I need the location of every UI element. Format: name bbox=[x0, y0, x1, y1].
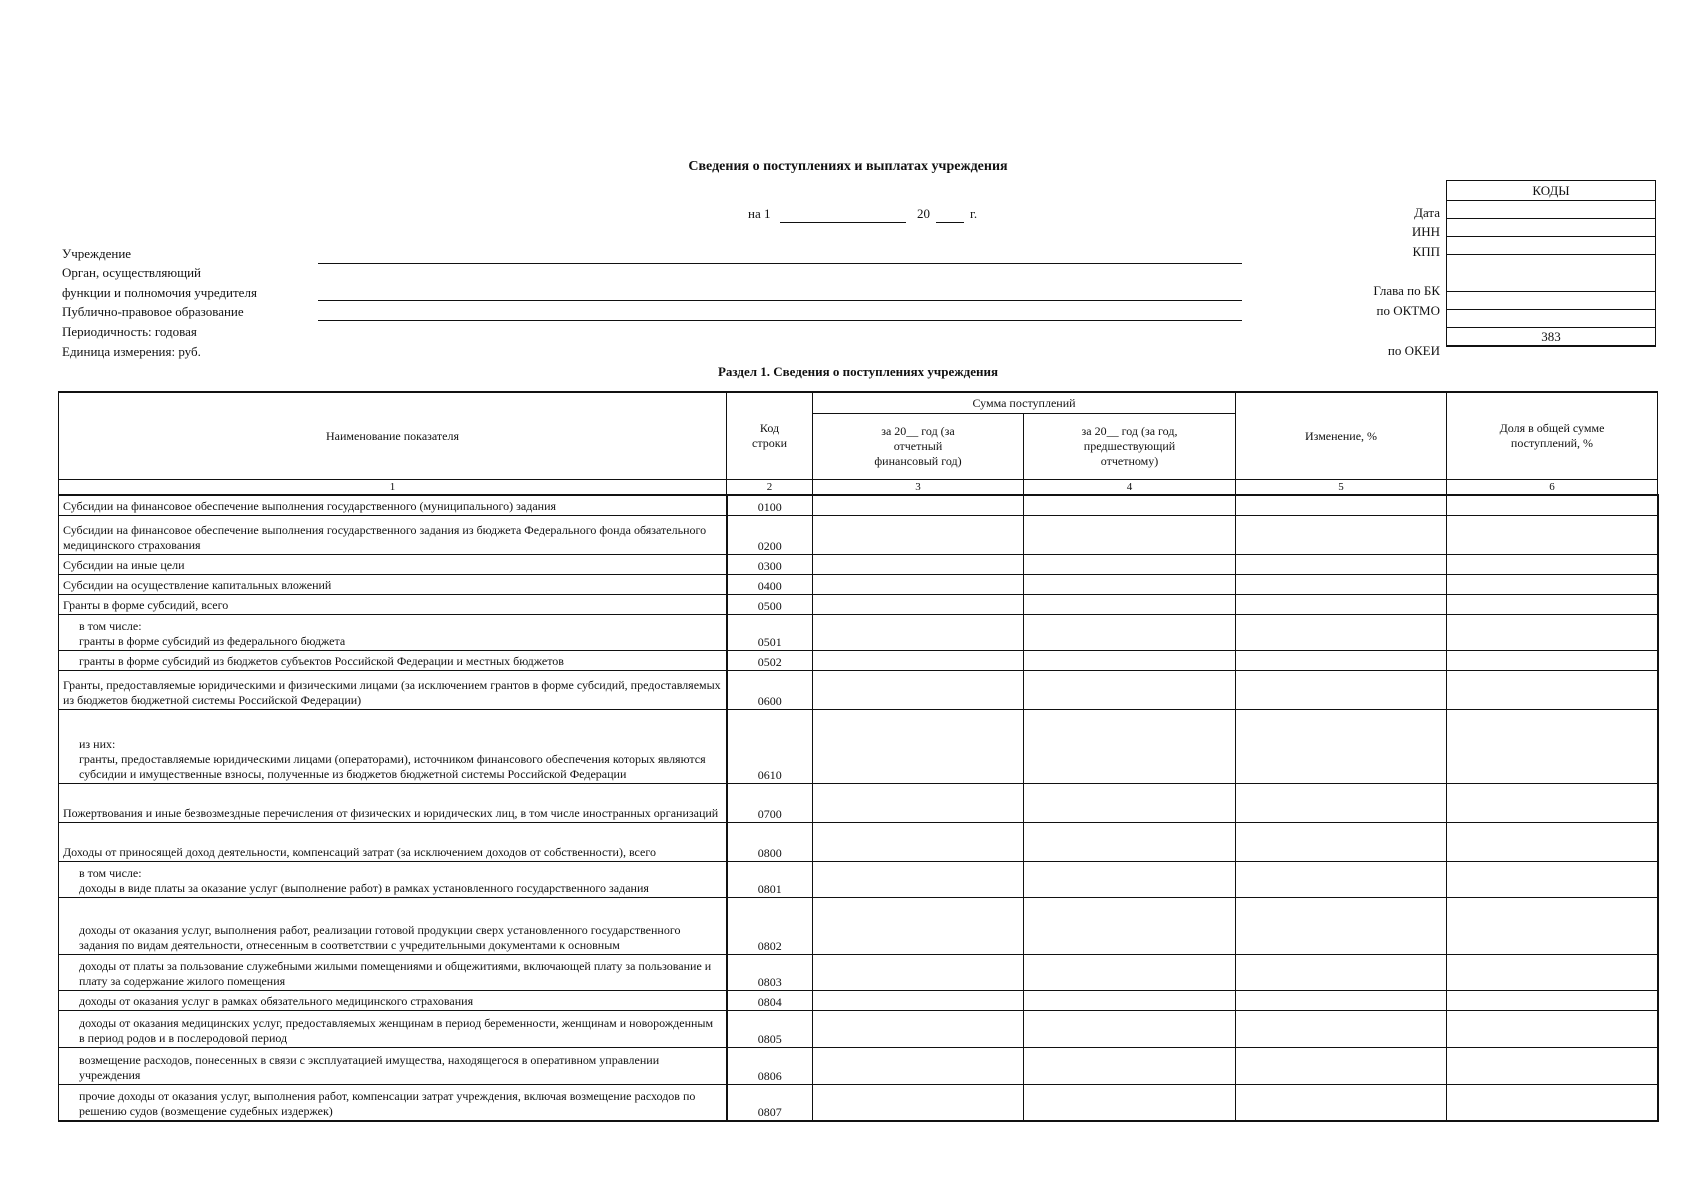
table-row bbox=[59, 709, 1658, 783]
table-body bbox=[59, 495, 1658, 1121]
row-code: 0700 bbox=[727, 783, 813, 822]
codes-label-oktmo: по ОКТМО bbox=[1376, 303, 1440, 318]
table-row bbox=[59, 1084, 1658, 1121]
table-row bbox=[59, 783, 1658, 822]
row-code: 0800 bbox=[727, 822, 813, 861]
cell-share-percent[interactable] bbox=[1447, 515, 1658, 554]
organ-field[interactable] bbox=[318, 300, 1242, 301]
code-glava-bk-cell[interactable] bbox=[1447, 255, 1656, 292]
table-row bbox=[59, 897, 1658, 954]
organ-label-line2: функции и полномочия учредителя bbox=[62, 285, 257, 300]
code-extra-cell[interactable] bbox=[1447, 310, 1656, 328]
col-number: 6 bbox=[1447, 480, 1658, 496]
table-row bbox=[59, 594, 1658, 614]
row-label: в том числе: гранты в форме субсидий из федерального бюджета bbox=[59, 614, 727, 650]
cell-change-percent[interactable] bbox=[1236, 614, 1447, 650]
cell-sum-reporting-year[interactable] bbox=[813, 614, 1024, 650]
row-code: 0805 bbox=[727, 1010, 813, 1047]
cell-change-percent[interactable] bbox=[1236, 897, 1447, 954]
cell-share-percent[interactable] bbox=[1447, 574, 1658, 594]
col-number: 3 bbox=[813, 480, 1024, 496]
date-year-blank[interactable] bbox=[936, 222, 964, 223]
cell-sum-reporting-year[interactable] bbox=[813, 574, 1024, 594]
header-row-code bbox=[727, 392, 813, 480]
form-title: Сведения о поступлениях и выплатах учреждения bbox=[688, 159, 1008, 174]
table-row bbox=[59, 1010, 1658, 1047]
cell-sum-reporting-year[interactable] bbox=[813, 495, 1024, 515]
row-label: Субсидии на финансовое обеспечение выполнения государственного задания из бюджета Федерального фонда обязательного медицинского страхования bbox=[59, 515, 727, 554]
cell-sum-reporting-year[interactable] bbox=[813, 897, 1024, 954]
date-prefix: на 1 bbox=[748, 206, 771, 221]
cell-sum-previous-year[interactable] bbox=[1024, 861, 1236, 897]
date-year-prefix: 20 bbox=[917, 206, 930, 221]
row-label: Гранты в форме субсидий, всего bbox=[59, 594, 727, 614]
cell-change-percent[interactable] bbox=[1236, 670, 1447, 709]
cell-sum-previous-year[interactable] bbox=[1024, 495, 1236, 515]
row-label: Пожертвования и иные безвозмездные перечисления от физических и юридических лиц, в том числе иностранных организаций bbox=[59, 783, 727, 822]
col-number: 1 bbox=[59, 480, 727, 496]
cell-share-percent[interactable] bbox=[1447, 670, 1658, 709]
row-label: Гранты, предоставляемые юридическими и физическими лицами (за исключением грантов в форме субсидий, предоставляемых из бюджетов бюджетной системы Российской Федерации) bbox=[59, 670, 727, 709]
cell-share-percent[interactable] bbox=[1447, 495, 1658, 515]
header-sum: Сумма поступлений bbox=[813, 392, 1236, 414]
cell-sum-previous-year[interactable] bbox=[1024, 897, 1236, 954]
cell-change-percent[interactable] bbox=[1236, 554, 1447, 574]
cell-share-percent[interactable] bbox=[1447, 783, 1658, 822]
cell-share-percent[interactable] bbox=[1447, 861, 1658, 897]
cell-sum-reporting-year[interactable] bbox=[813, 783, 1024, 822]
row-label: Субсидии на финансовое обеспечение выполнения государственного (муниципального) задания bbox=[59, 495, 727, 515]
cell-sum-previous-year[interactable] bbox=[1024, 594, 1236, 614]
header-year-reporting bbox=[813, 414, 1024, 480]
cell-change-percent[interactable] bbox=[1236, 1047, 1447, 1084]
cell-share-percent[interactable] bbox=[1447, 954, 1658, 990]
row-label: из них: гранты, предоставляемые юридическими лицами (операторами), источником финансового обеспечения которых являются субсидии и имущественные взносы, полученные из бюджетов бюджетной системы Российской Федерации bbox=[59, 709, 727, 783]
cell-share-percent[interactable] bbox=[1447, 614, 1658, 650]
cell-change-percent[interactable] bbox=[1236, 574, 1447, 594]
table-row bbox=[59, 1047, 1658, 1084]
cell-change-percent[interactable] bbox=[1236, 594, 1447, 614]
row-label: доходы от оказания медицинских услуг, предоставляемых женщинам в период беременности, женщинам и новорожденным в период родов и в послеродовой период bbox=[59, 1010, 727, 1047]
cell-change-percent[interactable] bbox=[1236, 954, 1447, 990]
cell-sum-previous-year[interactable] bbox=[1024, 515, 1236, 554]
periodicity-label: Периодичность: годовая bbox=[62, 324, 197, 339]
row-code: 0600 bbox=[727, 670, 813, 709]
row-code: 0100 bbox=[727, 495, 813, 515]
cell-sum-reporting-year[interactable] bbox=[813, 709, 1024, 783]
header-row-code-text: Код строки bbox=[752, 421, 787, 450]
cell-change-percent[interactable] bbox=[1236, 861, 1447, 897]
col-number: 5 bbox=[1236, 480, 1447, 496]
date-day-month-blank[interactable] bbox=[780, 222, 906, 223]
cell-change-percent[interactable] bbox=[1236, 515, 1447, 554]
section-title: Раздел 1. Сведения о поступлениях учреждения bbox=[717, 364, 999, 379]
cell-sum-previous-year[interactable] bbox=[1024, 822, 1236, 861]
row-code: 0802 bbox=[727, 897, 813, 954]
cell-sum-previous-year[interactable] bbox=[1024, 650, 1236, 670]
row-label: доходы от оказания услуг в рамках обязательного медицинского страхования bbox=[59, 990, 727, 1010]
cell-share-percent[interactable] bbox=[1447, 709, 1658, 783]
cell-sum-reporting-year[interactable] bbox=[813, 1047, 1024, 1084]
cell-sum-reporting-year[interactable] bbox=[813, 594, 1024, 614]
cell-sum-reporting-year[interactable] bbox=[813, 1010, 1024, 1047]
cell-share-percent[interactable] bbox=[1447, 822, 1658, 861]
cell-sum-reporting-year[interactable] bbox=[813, 670, 1024, 709]
row-code: 0502 bbox=[727, 650, 813, 670]
codes-table bbox=[1446, 180, 1656, 347]
codes-header: КОДЫ bbox=[1447, 181, 1656, 201]
row-code: 0803 bbox=[727, 954, 813, 990]
cell-sum-previous-year[interactable] bbox=[1024, 554, 1236, 574]
table-row bbox=[59, 990, 1658, 1010]
cell-share-percent[interactable] bbox=[1447, 650, 1658, 670]
institution-label: Учреждение bbox=[62, 246, 132, 261]
cell-sum-reporting-year[interactable] bbox=[813, 515, 1024, 554]
header-year-previous bbox=[1024, 414, 1236, 480]
row-label: Субсидии на осуществление капитальных вложений bbox=[59, 574, 727, 594]
cell-share-percent[interactable] bbox=[1447, 1010, 1658, 1047]
cell-sum-reporting-year[interactable] bbox=[813, 1084, 1024, 1121]
header-year-previous-text: за 20__ год (за год, предшествующий отчетному) bbox=[1081, 424, 1178, 468]
cell-share-percent[interactable] bbox=[1447, 594, 1658, 614]
row-label: гранты в форме субсидий из бюджетов субъектов Российской Федерации и местных бюджетов bbox=[59, 650, 727, 670]
table-row bbox=[59, 954, 1658, 990]
cell-sum-reporting-year[interactable] bbox=[813, 990, 1024, 1010]
cell-change-percent[interactable] bbox=[1236, 709, 1447, 783]
table-row bbox=[59, 650, 1658, 670]
cell-change-percent[interactable] bbox=[1236, 822, 1447, 861]
cell-sum-previous-year[interactable] bbox=[1024, 783, 1236, 822]
cell-sum-reporting-year[interactable] bbox=[813, 650, 1024, 670]
row-code: 0200 bbox=[727, 515, 813, 554]
table-row bbox=[59, 670, 1658, 709]
cell-sum-previous-year[interactable] bbox=[1024, 614, 1236, 650]
public-entity-field[interactable] bbox=[318, 320, 1242, 321]
table-row bbox=[59, 574, 1658, 594]
cell-sum-previous-year[interactable] bbox=[1024, 954, 1236, 990]
table-row bbox=[59, 822, 1658, 861]
row-label: Доходы от приносящей доход деятельности, компенсаций затрат (за исключением доходов от собственности), всего bbox=[59, 822, 727, 861]
row-code: 0500 bbox=[727, 594, 813, 614]
codes-label-inn: ИНН bbox=[1411, 224, 1440, 239]
cell-share-percent[interactable] bbox=[1447, 554, 1658, 574]
row-label: доходы от оказания услуг, выполнения работ, реализации готовой продукции сверх установленного государственного задания по видам деятельности, отнесенным в соответствии с учредительными документами к основным bbox=[59, 897, 727, 954]
row-label: доходы от платы за пользование служебными жилыми помещениями и общежитиями, включающей плату за пользование и плату за содержание жилого помещения bbox=[59, 954, 727, 990]
row-code: 0801 bbox=[727, 861, 813, 897]
col-number: 2 bbox=[727, 480, 813, 496]
row-label: в том числе: доходы в виде платы за оказание услуг (выполнение работ) в рамках установленного государственного задания bbox=[59, 861, 727, 897]
cell-sum-previous-year[interactable] bbox=[1024, 1084, 1236, 1121]
code-kpp-cell[interactable] bbox=[1447, 237, 1656, 255]
cell-change-percent[interactable] bbox=[1236, 990, 1447, 1010]
header-year-reporting-text: за 20__ год (за отчетный финансовый год) bbox=[874, 424, 962, 468]
row-label: Субсидии на иные цели bbox=[59, 554, 727, 574]
row-label: прочие доходы от оказания услуг, выполнения работ, компенсации затрат учреждения, включая возмещение расходов по решению судов (возмещение судебных издержек) bbox=[59, 1084, 727, 1121]
cell-sum-previous-year[interactable] bbox=[1024, 990, 1236, 1010]
cell-change-percent[interactable] bbox=[1236, 1084, 1447, 1121]
cell-sum-previous-year[interactable] bbox=[1024, 574, 1236, 594]
cell-change-percent[interactable] bbox=[1236, 783, 1447, 822]
cell-change-percent[interactable] bbox=[1236, 650, 1447, 670]
cell-share-percent[interactable] bbox=[1447, 990, 1658, 1010]
row-code: 0300 bbox=[727, 554, 813, 574]
cell-sum-previous-year[interactable] bbox=[1024, 1010, 1236, 1047]
unit-label: Единица измерения: руб. bbox=[62, 344, 201, 359]
date-suffix: г. bbox=[970, 206, 978, 221]
cell-share-percent[interactable] bbox=[1447, 897, 1658, 954]
cell-sum-reporting-year[interactable] bbox=[813, 554, 1024, 574]
cell-sum-previous-year[interactable] bbox=[1024, 709, 1236, 783]
codes-label-okei: по ОКЕИ bbox=[1387, 343, 1440, 358]
table-row bbox=[59, 495, 1658, 515]
row-label: возмещение расходов, понесенных в связи с эксплуатацией имущества, находящегося в оперативном управлении учреждения bbox=[59, 1047, 727, 1084]
row-code: 0400 bbox=[727, 574, 813, 594]
header-share bbox=[1447, 392, 1658, 480]
table-row bbox=[59, 515, 1658, 554]
row-code: 0501 bbox=[727, 614, 813, 650]
header-share-text: Доля в общей сумме поступлений, % bbox=[1499, 421, 1605, 450]
header-change: Изменение, % bbox=[1236, 392, 1447, 480]
cell-sum-previous-year[interactable] bbox=[1024, 670, 1236, 709]
receipts-table bbox=[58, 391, 1659, 1122]
col-number: 4 bbox=[1024, 480, 1236, 496]
cell-share-percent[interactable] bbox=[1447, 1084, 1658, 1121]
table-row bbox=[59, 614, 1658, 650]
row-code: 0807 bbox=[727, 1084, 813, 1121]
codes-label-date: Дата bbox=[1414, 205, 1440, 220]
public-entity-label: Публично-правовое образование bbox=[62, 304, 244, 319]
cell-change-percent[interactable] bbox=[1236, 1010, 1447, 1047]
institution-field[interactable] bbox=[318, 263, 1242, 264]
code-inn-cell[interactable] bbox=[1447, 219, 1656, 237]
cell-sum-reporting-year[interactable] bbox=[813, 861, 1024, 897]
codes-label-kpp: КПП bbox=[1412, 244, 1440, 259]
cell-sum-reporting-year[interactable] bbox=[813, 822, 1024, 861]
code-okei-cell[interactable]: 383 bbox=[1447, 328, 1656, 347]
row-code: 0806 bbox=[727, 1047, 813, 1084]
cell-change-percent[interactable] bbox=[1236, 495, 1447, 515]
code-date-cell[interactable] bbox=[1447, 201, 1656, 219]
code-oktmo-cell[interactable] bbox=[1447, 292, 1656, 310]
row-code: 0610 bbox=[727, 709, 813, 783]
organ-label-line1: Орган, осуществляющий bbox=[62, 265, 201, 280]
table-row bbox=[59, 861, 1658, 897]
row-code: 0804 bbox=[727, 990, 813, 1010]
table-row bbox=[59, 554, 1658, 574]
header-indicator-name: Наименование показателя bbox=[59, 392, 727, 480]
cell-sum-reporting-year[interactable] bbox=[813, 954, 1024, 990]
codes-label-glava-bk: Глава по БК bbox=[1373, 283, 1440, 298]
cell-sum-previous-year[interactable] bbox=[1024, 1047, 1236, 1084]
cell-share-percent[interactable] bbox=[1447, 1047, 1658, 1084]
